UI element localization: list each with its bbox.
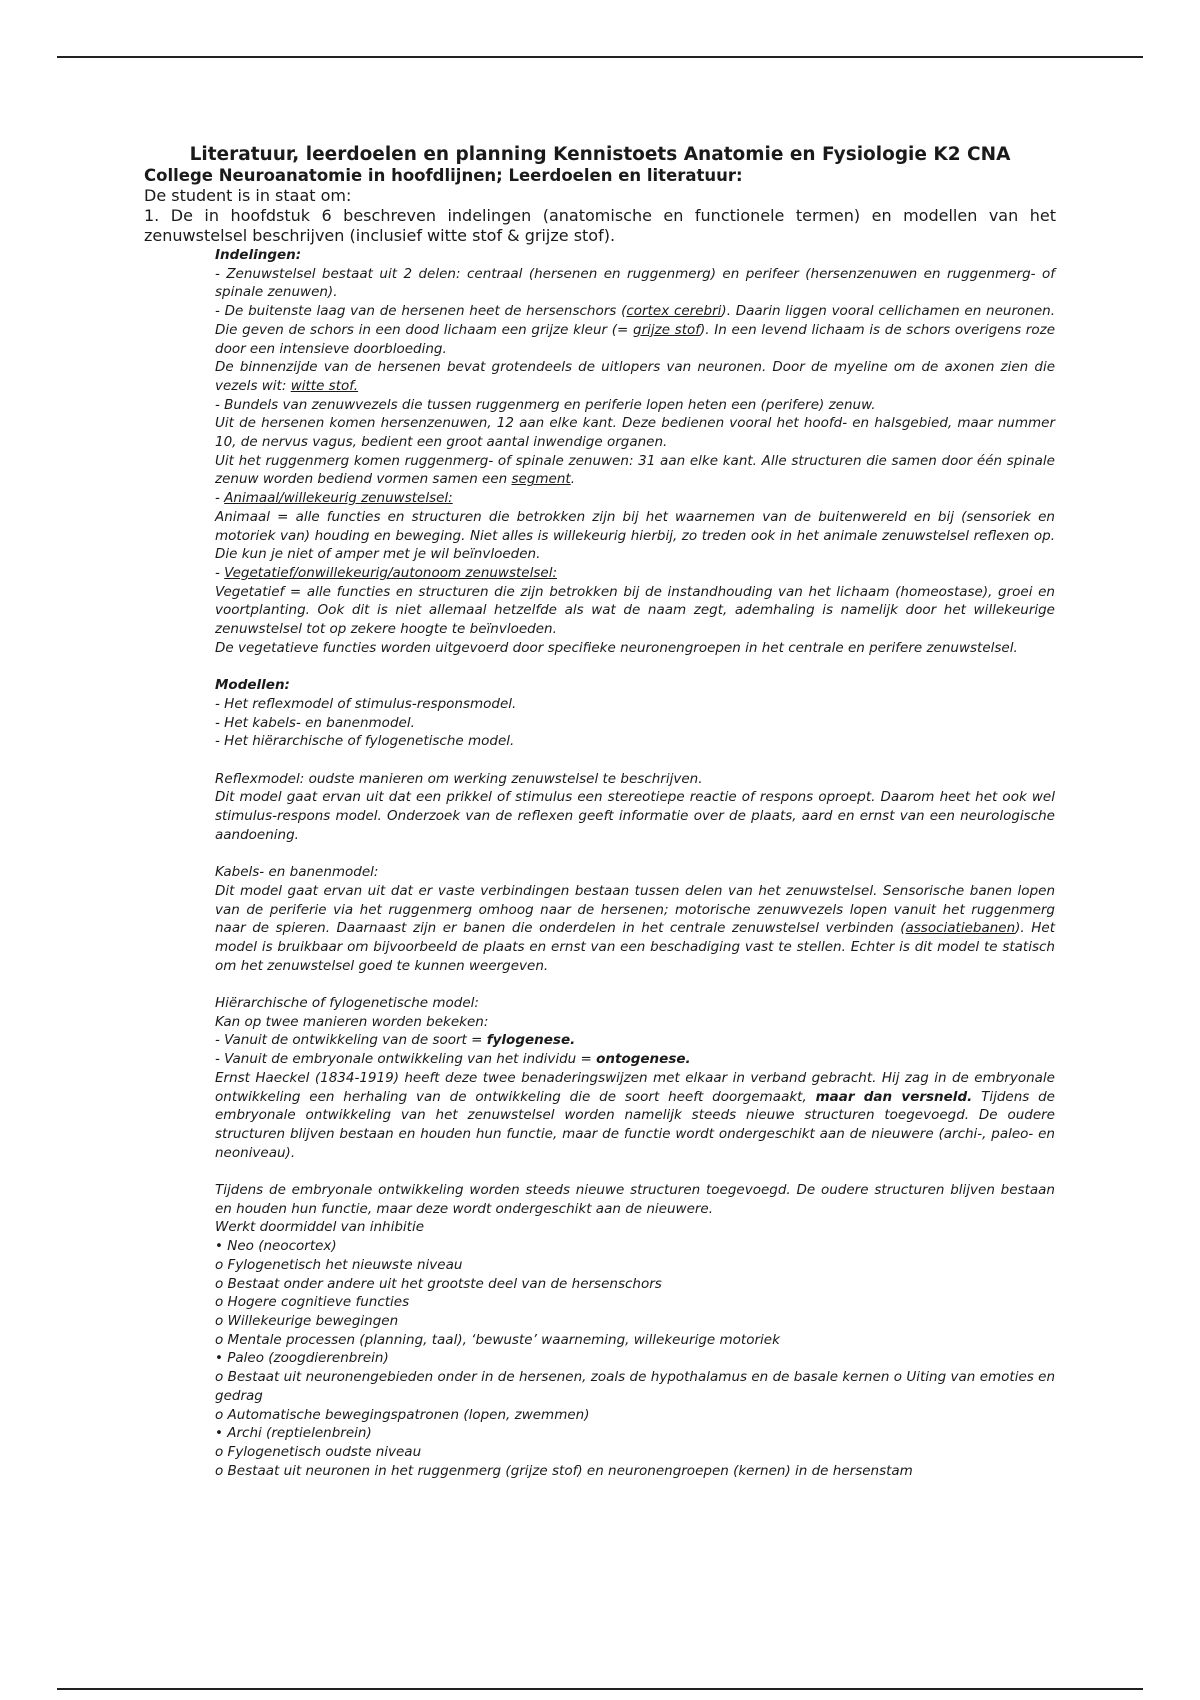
archi-item: o Bestaat uit neuronen in het ruggenmerg (grijze stof) en neuronengroepen (kernen) in de hersenstam: [215, 1462, 913, 1479]
cortex-cerebri-term: cortex cerebri: [626, 303, 722, 320]
archi-item: o Fylogenetisch oudste niveau: [215, 1443, 422, 1460]
vegetatief-functies: De vegetatieve functies worden uitgevoerd door specifieke neuronengroepen in het centrale en perifere zenuwstelsel.: [215, 639, 1018, 656]
indelingen-p5: Uit de hersenen komen hersenzenuwen, 12 aan elke kant. Deze bedienen vooral het hoofd- en halsgebied, maar nummer 10, de nervus vagus, bedient een groot aantal inwendige organen.: [215, 415, 1055, 451]
neo-item: o Willekeurige bewegingen: [215, 1313, 399, 1329]
document-page: [144, 144, 1056, 1480]
witte-stof-term: witte stof.: [290, 377, 359, 394]
neo-bullet: • Neo (neocortex): [215, 1238, 337, 1255]
reflexmodel-title: Reflexmodel: oudste manieren om werking zenuwstelsel te beschrijven.: [215, 770, 703, 787]
kabelsmodel-title: Kabels- en banenmodel:: [215, 864, 379, 881]
modellen-item: - Het hiërarchische of fylogenetische model.: [215, 733, 515, 750]
hierarchisch-title: Hiërarchische of fylogenetische model:: [215, 995, 479, 1012]
hierarchisch-line: Kan op twee manieren worden bekeken:: [215, 1013, 489, 1030]
haeckel-text: Ernst Haeckel (1834-1919) heeft deze twee benaderingswijzen met elkaar in verband gebracht. Hij zag in de embryonale ontwikkeling een herhaling van de ontwikkeling die de soort heeft doorgemaakt, maar dan versneld. Tijdens de embryonale ontwikkeling van het zenuwstelsel worden namelijk steeds nieuwe structuren toegevoegd. De oudere structuren blijven bestaan en houden hun functie, maar de functie wordt ondergeschikt aan de nieuwere (archi-, paleo- en neoniveau).: [215, 1069, 1055, 1161]
top-rule: [57, 56, 1143, 58]
animaal-heading: - Animaal/willekeurig zenuwstelsel:: [215, 490, 453, 507]
segment-term: segment: [511, 471, 571, 488]
neo-item: o Fylogenetisch het nieuwste niveau: [215, 1256, 463, 1273]
neo-item: o Bestaat onder andere uit het grootste deel van de hersenschors: [215, 1275, 662, 1292]
indelingen-p3: De binnenzijde van de hersenen bevat grotendeels de uitlopers van neuronen. Door de myeline om de axonen zien die vezels wit: witte stof.: [215, 359, 1055, 394]
neo-item: o Mentale processen (planning, taal), ‘bewuste’ waarneming, willekeurige motoriek: [215, 1331, 780, 1348]
bottom-rule: [57, 1688, 1143, 1690]
notes-body: [215, 246, 1055, 1480]
learning-goal-1: 1. De in hoofdstuk 6 beschreven indelingen (anatomische en functionele termen) en modellen van het zenuwstelsel beschrijven (inclusief witte stof & grijze stof).: [144, 206, 1056, 245]
vegetatief-text: Vegetatief = alle functies en structuren die zijn betrokken bij de instandhouding van het lichaam (homeostase), groei en voortplanting. Ook dit is niet allemaal hetzelfde als wat de naam zegt, ademhaling is namelijk door het willekeurige zenuwstelsel tot op zekere hoogte te beïnvloeden.: [215, 583, 1055, 638]
ontogenese-line: - Vanuit de embryonale ontwikkeling van het individu = ontogenese.: [215, 1051, 691, 1068]
document-title: Literatuur, leerdoelen en planning Kennistoets Anatomie en Fysiologie K2 CNA: [189, 144, 1011, 165]
inhibitie-line: Werkt doormiddel van inhibitie: [215, 1219, 425, 1236]
paleo-item: o Automatische bewegingspatronen (lopen, zwemmen): [215, 1406, 590, 1423]
modellen-item: - Het reflexmodel of stimulus-responsmodel.: [215, 695, 517, 712]
indelingen-p2: - De buitenste laag van de hersenen heet de hersenschors (cortex cerebri). Daarin liggen vooral cellichamen en neuronen. Die geven de schors in een dood lichaam een grijze kleur (= grijze stof). In een levend lichaam is de schors overigens roze door een intensieve doorbloeding.: [215, 303, 1056, 357]
grijze-stof-term: grijze stof: [633, 321, 701, 338]
indelingen-p4: - Bundels van zenuwvezels die tussen ruggenmerg en periferie lopen heten een (perifere) zenuw.: [215, 396, 876, 413]
neo-item: o Hogere cognitieve functies: [215, 1294, 410, 1311]
modellen-item: - Het kabels- en banenmodel.: [215, 714, 415, 731]
reflexmodel-text: Dit model gaat ervan uit dat een prikkel of stimulus een stereotiepe reactie of respons oproept. Daarom heet het ook wel stimulus-respons model. Onderzoek van de reflexen geeft informatie over de plaats, aard en ernst van een neurologische aandoening.: [215, 789, 1055, 843]
college-heading: College Neuroanatomie in hoofdlijnen; Leerdoelen en literatuur:: [144, 166, 743, 185]
indelingen-p6: Uit het ruggenmerg komen ruggenmerg- of spinale zenuwen: 31 aan elke kant. Alle structuren die samen door één spinale zenuw worden bediend vormen samen een segment.: [215, 452, 1055, 488]
archi-bullet: • Archi (reptielenbrein): [215, 1425, 372, 1442]
vegetatief-heading: - Vegetatief/onwillekeurig/autonoom zenuwstelsel:: [215, 564, 557, 581]
intro-line: De student is in staat om:: [144, 186, 352, 205]
kabelsmodel-text: Dit model gaat ervan uit dat er vaste verbindingen bestaan tussen delen van het zenuwstelsel. Sensorische banen lopen van de periferie via het ruggenmerg omhoog naar de hersenen; motorische zenuwvezels lopen vanuit het ruggenmerg naar de spieren. Daarnaast zijn er banen die onderdelen in het centrale zenuwstelsel verbinden (associatiebanen). Het model is bruikbaar om bijvoorbeeld de plaats en ernst van een beschadiging vast te stellen. Echter is dit model te statisch om het zenuwstelsel goed te kunnen weergeven.: [215, 882, 1055, 974]
paleo-bullet: • Paleo (zoogdierenbrein): [215, 1350, 389, 1367]
paleo-item: o Bestaat uit neuronengebieden onder in de hersenen, zoals de hypothalamus en de basale kernen o Uiting van emoties en gedrag: [215, 1369, 1055, 1404]
associatiebanen-term: associatiebanen: [905, 920, 1016, 937]
indelingen-heading: Indelingen:: [215, 247, 302, 263]
tijdens-text: Tijdens de embryonale ontwikkeling worden steeds nieuwe structuren toegevoegd. De oudere structuren blijven bestaan en houden hun functie, maar deze wordt ondergeschikt aan de nieuwere.: [215, 1182, 1055, 1217]
modellen-heading: Modellen:: [215, 677, 290, 694]
fylogenese-line: - Vanuit de ontwikkeling van de soort = fylogenese.: [215, 1032, 576, 1049]
animaal-text: Animaal = alle functies en structuren die betrokken zijn bij het waarnemen van de buitenwereld en bij (sensoriek en motoriek van) houding en beweging. Niet alles is willekeurig hierbij, zo treden ook in het animale zenuwstelsel reflexen op. Die kun je niet of amper met je wil beïnvloeden.: [215, 508, 1055, 563]
indelingen-p1: - Zenuwstelsel bestaat uit 2 delen: centraal (hersenen en ruggenmerg) en perifeer (hersenzenuwen en ruggenmerg- of spinale zenuwen).: [215, 265, 1055, 301]
